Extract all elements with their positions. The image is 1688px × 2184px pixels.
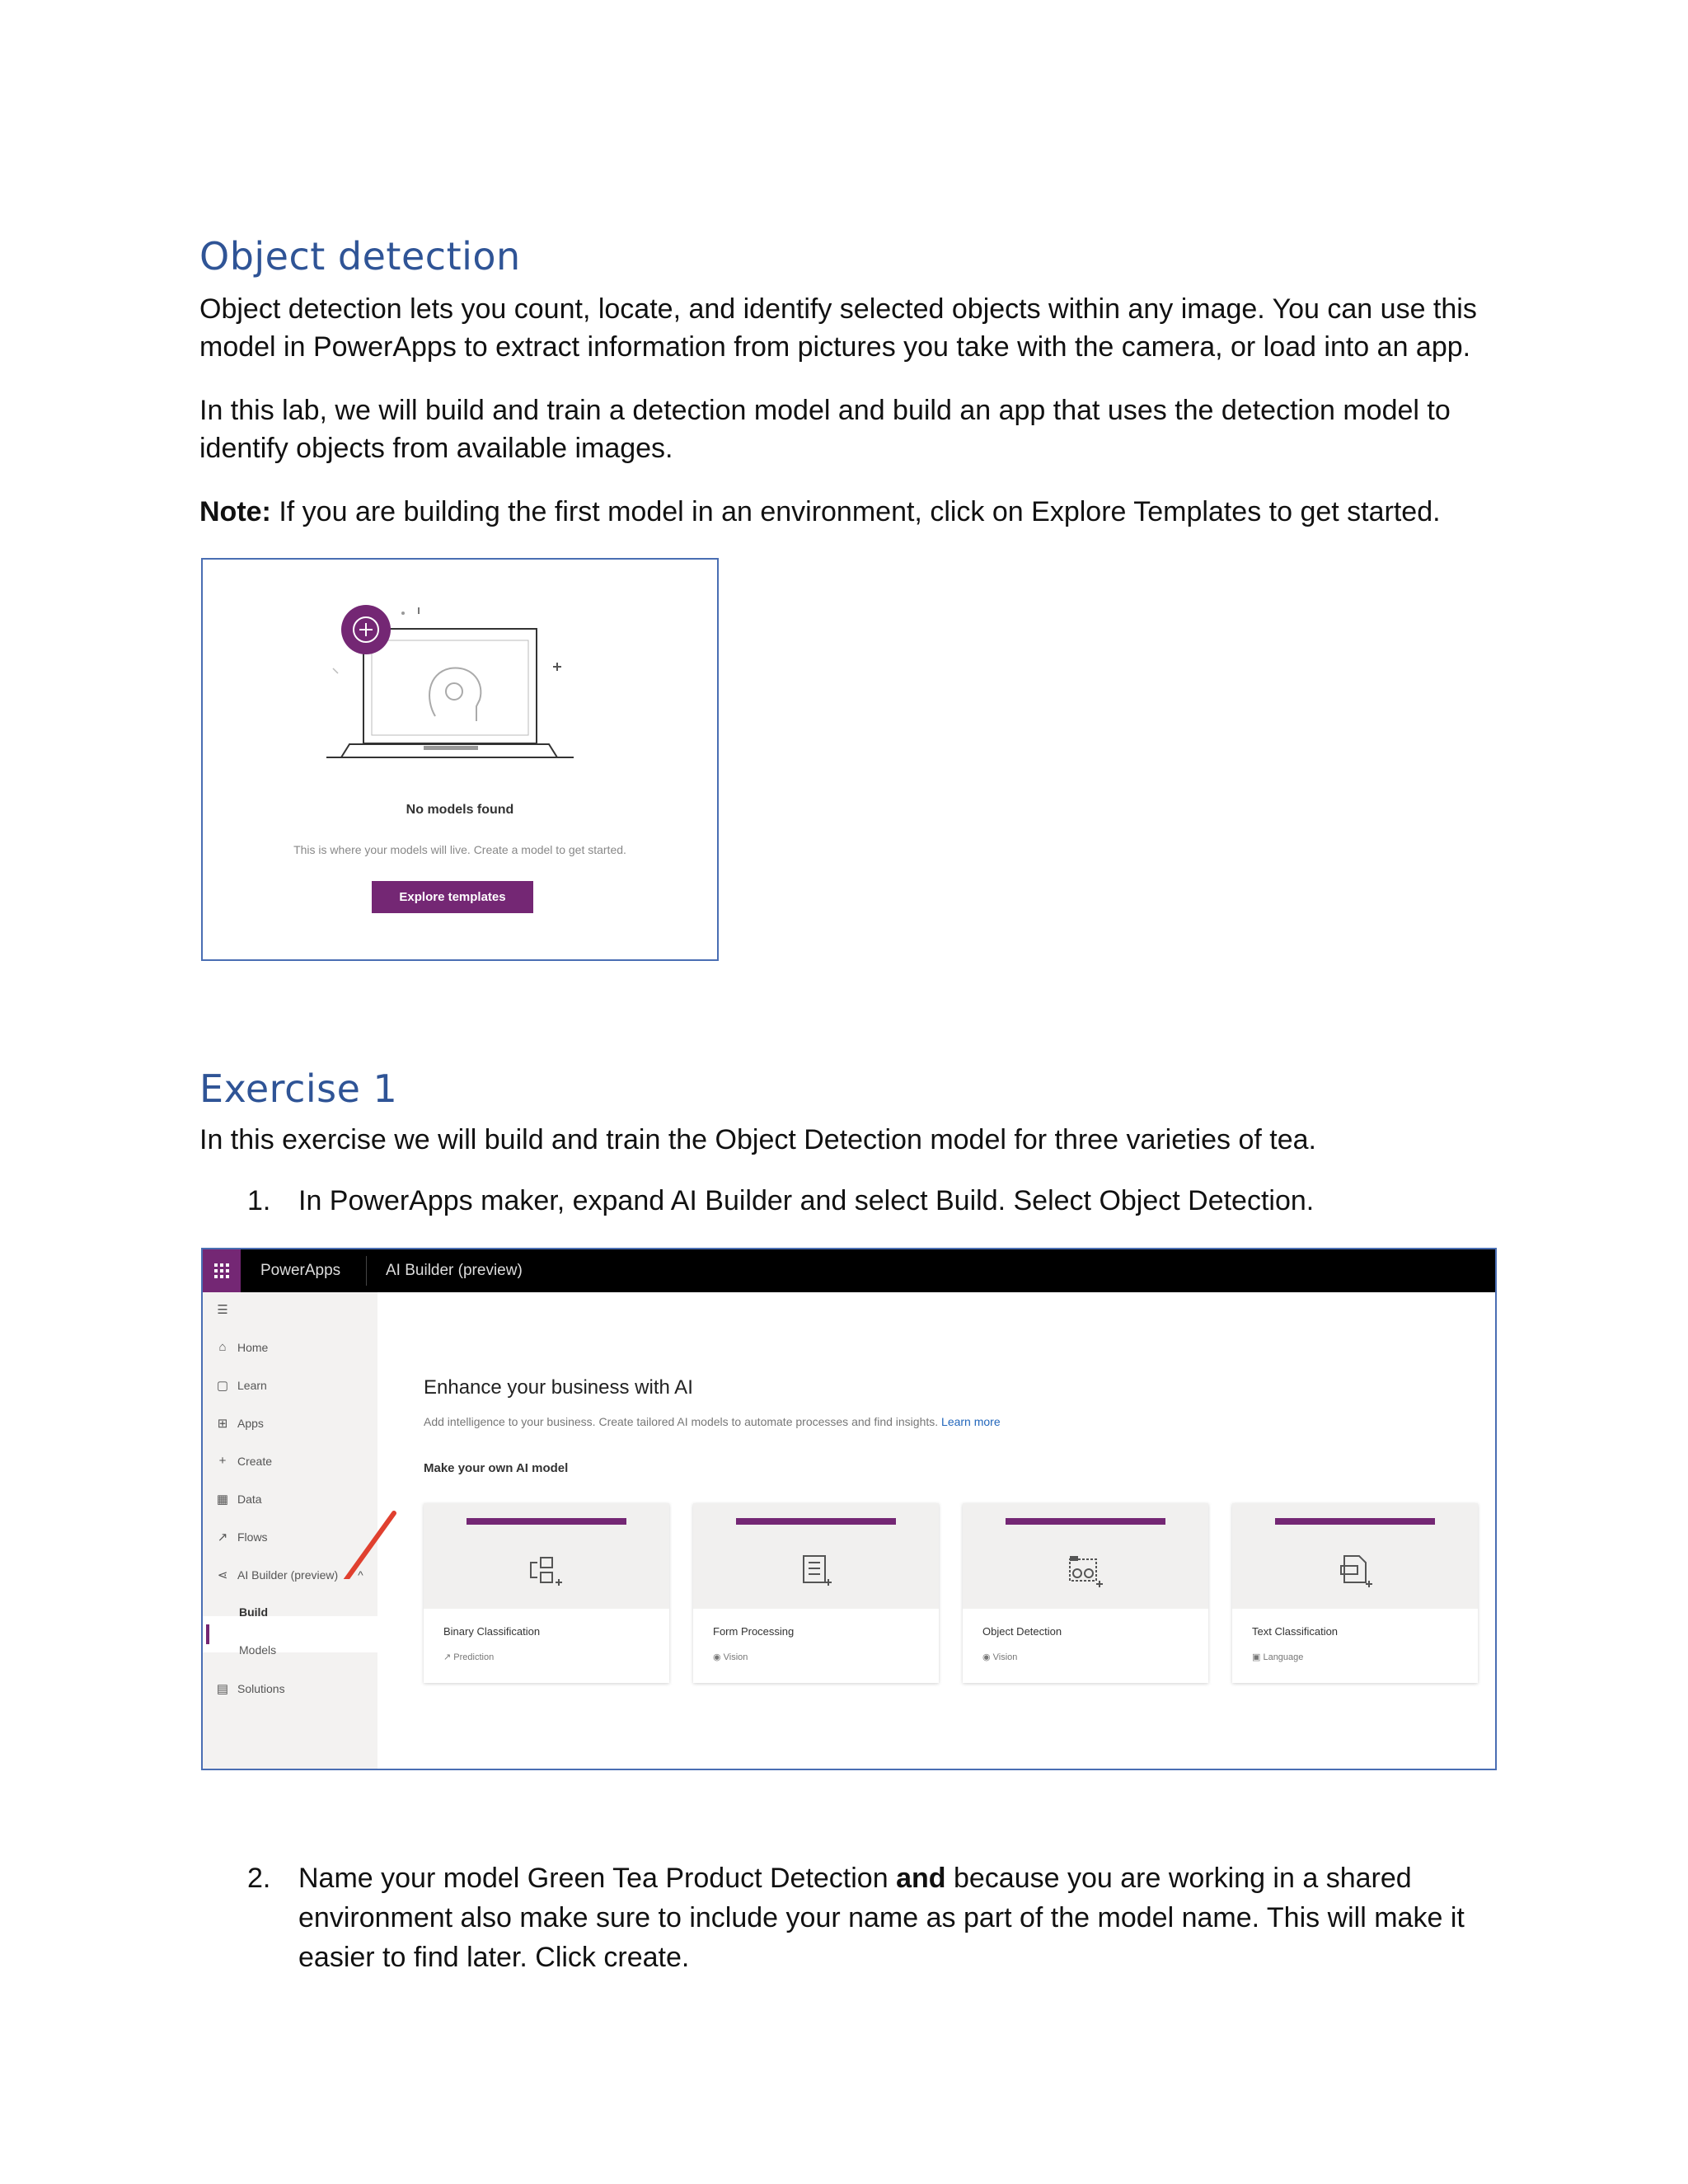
breadcrumb[interactable]: AI Builder (preview) [386, 1262, 523, 1279]
section-title-object-detection: Object detection [199, 234, 521, 279]
card-tag-label: Language [1263, 1652, 1304, 1662]
step-2-number: 2. [247, 1863, 271, 1894]
sidebar-item-label: Build [239, 1605, 268, 1619]
sidebar-item-models[interactable] [239, 1643, 276, 1657]
card-title: Binary Classification [443, 1625, 541, 1638]
card-stripe [736, 1518, 896, 1525]
main-subtitle-text: Add intelligence to your business. Create tailored AI models to automate processes and find insights. [424, 1415, 939, 1428]
sidebar-item-label: Flows [237, 1530, 268, 1544]
app-name[interactable]: PowerApps [260, 1262, 341, 1279]
language-icon: ▣ [1252, 1652, 1264, 1662]
step-2-text [298, 1858, 1510, 1977]
card-form-processing[interactable] [693, 1503, 939, 1683]
section-title-exercise-1: Exercise 1 [199, 1066, 398, 1111]
note-paragraph [199, 493, 1502, 531]
sidebar-item-label: Solutions [237, 1682, 285, 1695]
card-stripe [1275, 1518, 1435, 1525]
note-text: If you are building the first model in an environment, click on Explore Templates to get started. [270, 496, 1441, 527]
sidebar-item-label: Apps [237, 1417, 264, 1430]
paragraph-lab-line1: In this lab, we will build and train a detection model and build an app that uses the detection model to [199, 395, 1451, 426]
paragraph-intro-line1: Object detection lets you count, locate, and identify selected objects within any image. You can use this [199, 293, 1477, 325]
eye-icon: ◉ [982, 1652, 993, 1662]
laptop-illustration-icon [203, 560, 720, 774]
text-classification-icon [1334, 1551, 1376, 1592]
ai-builder-screenshot [201, 1248, 1497, 1770]
card-header [693, 1503, 939, 1609]
step-1-text: In PowerApps maker, expand AI Builder and select Build. Select Object Detection. [298, 1185, 1315, 1216]
sidebar-item-label: Data [237, 1493, 262, 1506]
plus-icon: + [218, 1454, 227, 1468]
book-icon: ▢ [216, 1379, 229, 1393]
sidebar-item-build[interactable] [239, 1605, 268, 1619]
exercise-intro: In this exercise we will build and train the Object Detection model for three varieties of tea. [199, 1124, 1317, 1155]
chevron-up-icon: ^ [358, 1568, 363, 1582]
card-header [1232, 1503, 1478, 1609]
solutions-icon: ▤ [216, 1682, 229, 1696]
card-tag [443, 1652, 494, 1662]
paragraph-lab [199, 391, 1502, 467]
card-tag-label: Prediction [453, 1652, 495, 1662]
card-tag-label: Vision [992, 1652, 1018, 1662]
card-title: Text Classification [1252, 1625, 1339, 1638]
paragraph-lab-line2: identify objects from available images. [199, 433, 673, 464]
sidebar-item-label: Home [237, 1340, 269, 1354]
card-tag [982, 1652, 1017, 1662]
object-detection-icon [1065, 1551, 1106, 1592]
card-title: Object Detection [982, 1625, 1062, 1638]
paragraph-intro [199, 290, 1502, 366]
note-label: Note: [199, 496, 271, 527]
no-models-subtext: This is where your models will live. Create a model to get started. [293, 843, 626, 856]
card-stripe [1006, 1518, 1165, 1525]
hamburger-icon[interactable]: ☰ [217, 1303, 228, 1317]
card-object-detection[interactable] [963, 1503, 1208, 1683]
card-tag [713, 1652, 748, 1662]
red-arrow-annotation-icon [203, 1249, 532, 1579]
nav-active-indicator [206, 1624, 209, 1644]
table-icon: ▦ [216, 1493, 229, 1507]
step-2-text-post: because you are working in a shared environment also make sure to include your name as part of the model name. This will make it easier to find later. Click create. [298, 1863, 1465, 1973]
apps-icon: ⊞ [217, 1417, 228, 1431]
form-processing-icon [795, 1551, 837, 1592]
learn-more-link[interactable]: Learn more [941, 1415, 1001, 1428]
main-title: Enhance your business with AI [424, 1376, 693, 1399]
nav-build-highlight [203, 1616, 377, 1652]
section-label: Make your own AI model [424, 1461, 569, 1475]
paragraph-intro-line2: model in PowerApps to extract information from pictures you take with the camera, or load into an app. [199, 331, 1471, 363]
sidebar-item-label: Create [237, 1454, 273, 1468]
card-tag-label: Vision [723, 1652, 748, 1662]
step-2-text-bold: and [896, 1863, 946, 1894]
step-1-number: 1. [247, 1185, 271, 1216]
sidebar-item-label: Learn [237, 1379, 267, 1392]
no-models-screenshot [201, 558, 719, 961]
ai-builder-icon: ⋖ [217, 1568, 228, 1582]
eye-icon: ◉ [713, 1652, 724, 1662]
sidebar-item-solutions[interactable] [216, 1681, 285, 1696]
sidebar-item-label: AI Builder (preview) [237, 1568, 339, 1582]
card-title: Form Processing [713, 1625, 795, 1638]
sidebar-item-label: Models [239, 1643, 277, 1657]
prediction-icon: ↗ [443, 1652, 454, 1662]
no-models-heading: No models found [406, 803, 514, 817]
card-tag [1252, 1652, 1303, 1662]
home-icon: ⌂ [218, 1340, 227, 1354]
card-header [963, 1503, 1208, 1609]
step-2-text-pre: Name your model Green Tea Product Detection [298, 1863, 897, 1894]
explore-templates-button[interactable]: Explore templates [372, 881, 533, 913]
card-text-classification[interactable] [1232, 1503, 1478, 1683]
flow-icon: ↗ [217, 1530, 228, 1544]
